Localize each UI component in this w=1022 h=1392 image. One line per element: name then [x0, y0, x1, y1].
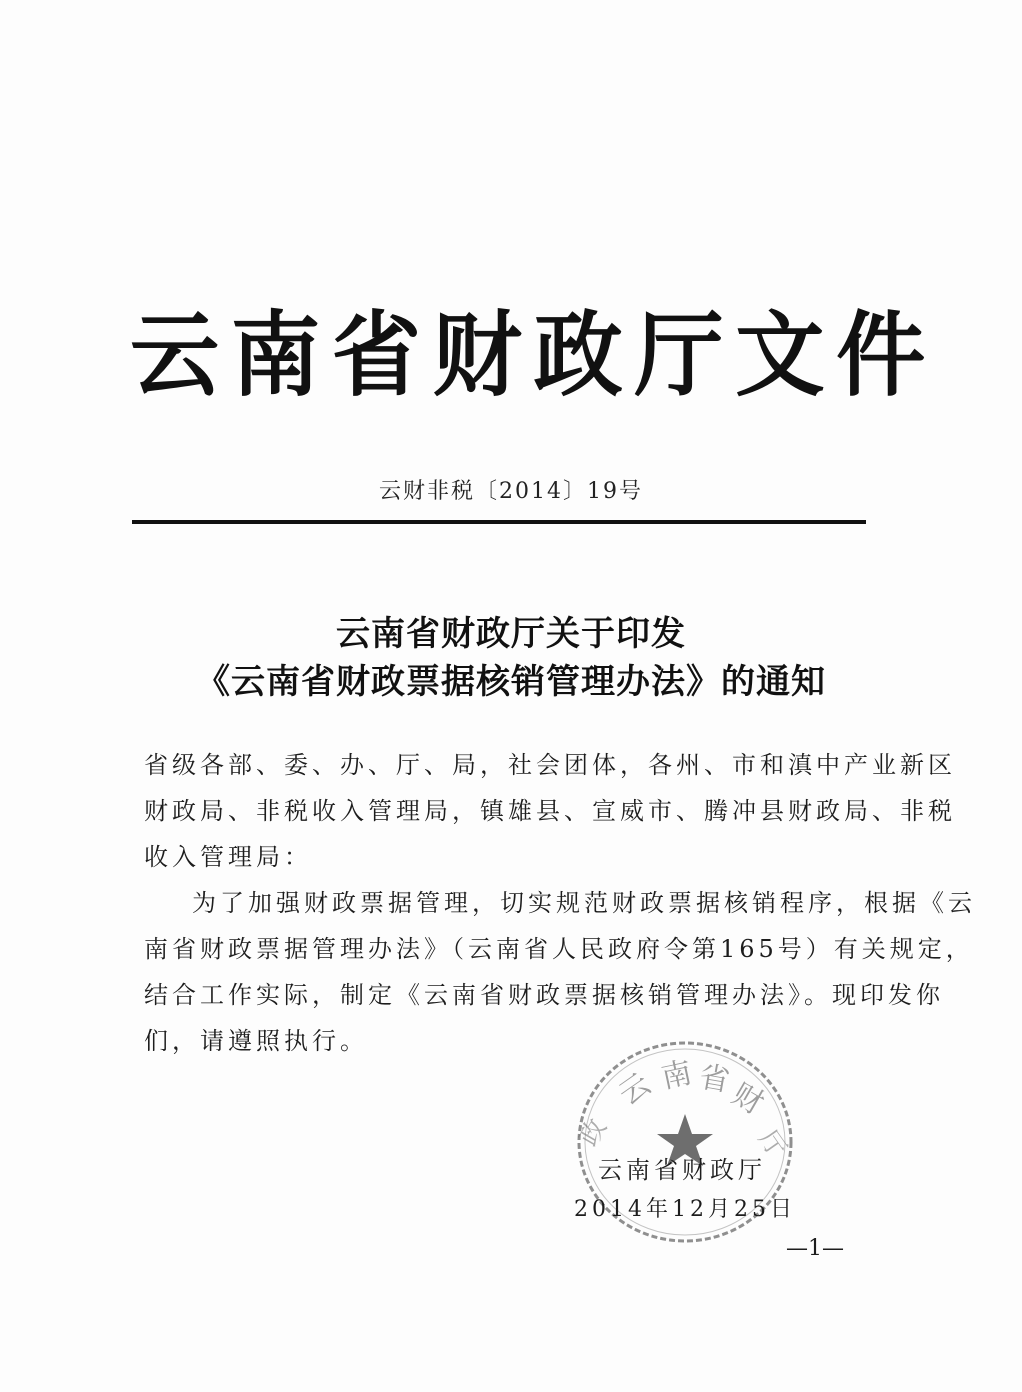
- svg-text:财: 财: [726, 1076, 770, 1122]
- document-number: 云财非税〔2014〕19号: [379, 479, 643, 504]
- svg-text:厅: 厅: [752, 1124, 792, 1164]
- svg-text:云: 云: [612, 1066, 658, 1113]
- body-paragraph-line-2: 南省财政票据管理办法》（云南省人民政府令第165号）有关规定，: [144, 935, 974, 963]
- svg-text:政: 政: [574, 1113, 614, 1152]
- letterhead-title: 云南省财政厅文件: [130, 301, 938, 409]
- page-number: —1—: [786, 1236, 844, 1261]
- body-paragraph-line-1: 为了加强财政票据管理，切实规范财政票据核销程序，根据《云: [192, 889, 976, 917]
- svg-text:南: 南: [658, 1055, 696, 1096]
- addressee-line-3: 收入管理局：: [144, 843, 312, 871]
- issuer-signature: 云南省财政厅: [598, 1156, 766, 1184]
- addressee-line-1: 省级各部、委、办、厅、局，社会团体，各州、市和滇中产业新区: [144, 751, 956, 779]
- header-divider: [132, 520, 866, 524]
- body-paragraph-line-4: 们，请遵照执行。: [144, 1027, 368, 1055]
- svg-text:省: 省: [696, 1059, 733, 1100]
- addressee-line-2: 财政局、非税收入管理局，镇雄县、宣威市、腾冲县财政局、非税: [144, 797, 956, 825]
- body-paragraph-line-3: 结合工作实际，制定《云南省财政票据核销管理办法》。现印发你: [144, 981, 944, 1009]
- notice-title-line-1: 云南省财政厅关于印发: [336, 614, 686, 654]
- notice-title-line-2: 《云南省财政票据核销管理办法》的通知: [196, 662, 826, 702]
- issue-date: 2014年12月25日: [574, 1197, 796, 1222]
